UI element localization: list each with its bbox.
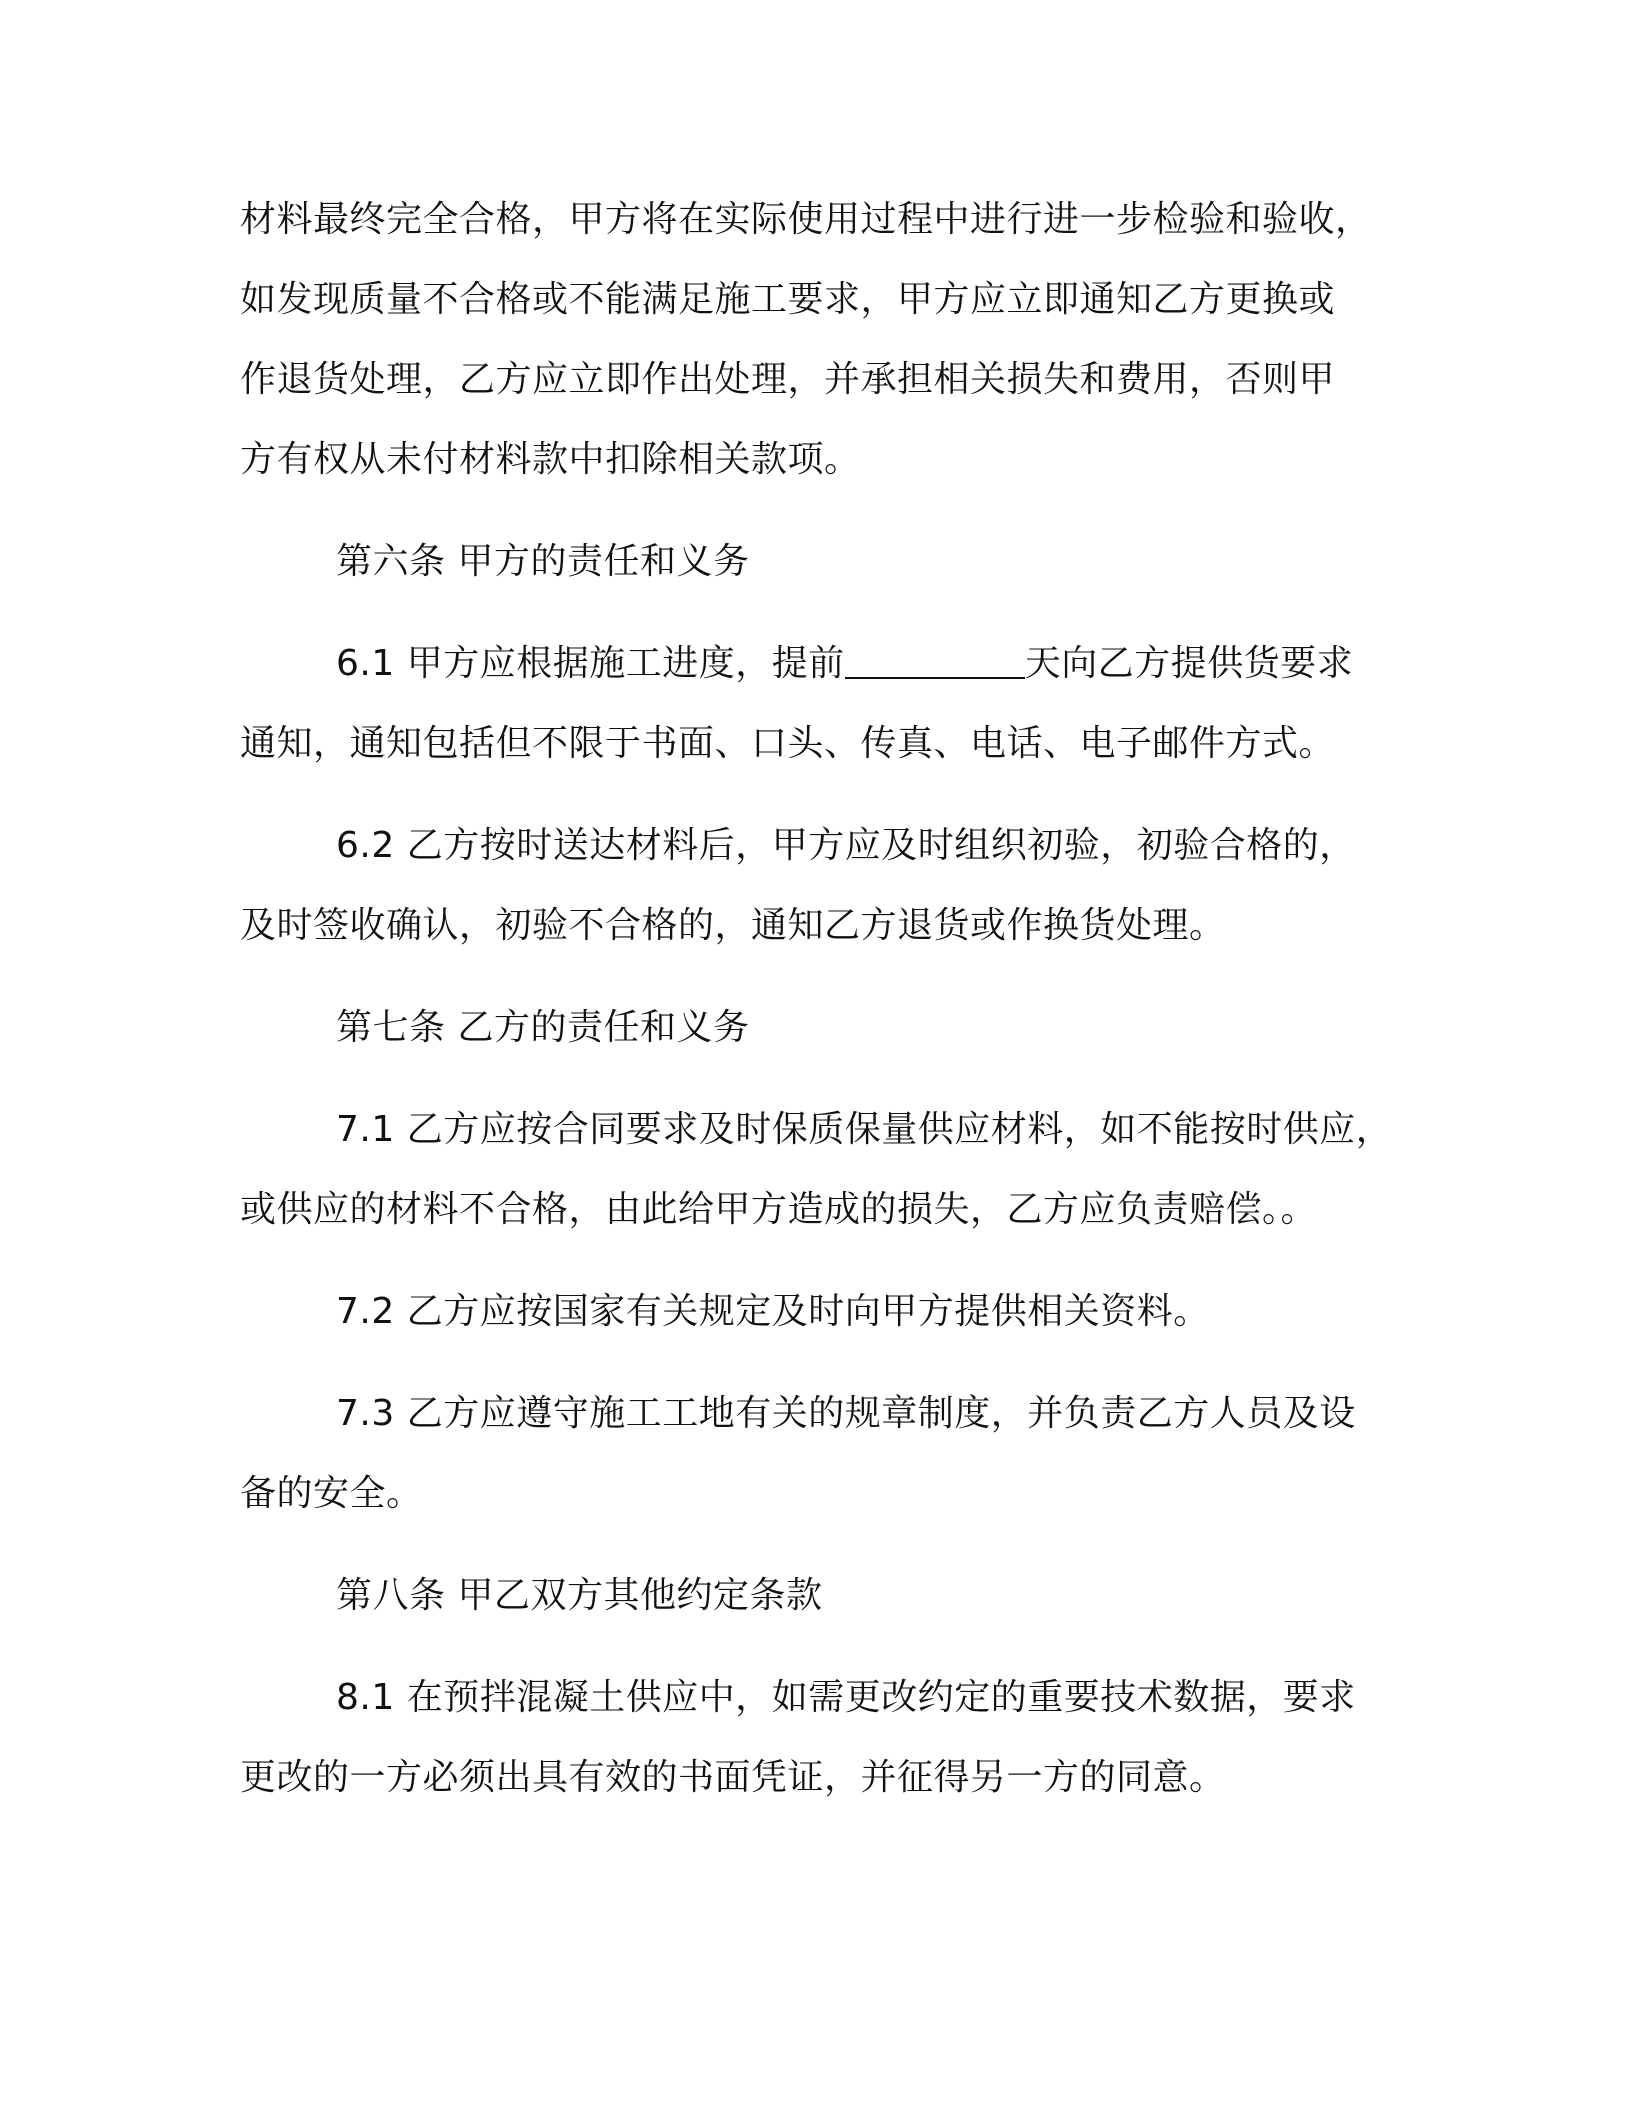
clause-8-1 (240, 1658, 1400, 1818)
article-7-title (240, 988, 1400, 1068)
text-line: 通知，通知包括但不限于书面、口头、传真、电话、电子邮件方式。 (240, 723, 1336, 764)
text-line: 7.3 乙方应遵守施工工地有关的规章制度，并负责乙方人员及设 (336, 1393, 1356, 1434)
text-line: 备的安全。 (240, 1473, 423, 1514)
text-line: 或供应的材料不合格，由此给甲方造成的损失，乙方应负责赔偿。。 (240, 1189, 1318, 1230)
document-body (240, 180, 1400, 1840)
text-line: 如发现质量不合格或不能满足施工要求，甲方应立即通知乙方更换或 (240, 279, 1336, 320)
fill-in-blank (845, 643, 1025, 679)
text-line: 及时签收确认，初验不合格的，通知乙方退货或作换货处理。 (240, 905, 1226, 946)
text-line: 作退货处理，乙方应立即作出处理，并承担相关损失和费用，否则甲 (240, 359, 1336, 400)
text-line: 7.1 乙方应按合同要求及时保质保量供应材料，如不能按时供应， (336, 1109, 1393, 1150)
clause-6-1 (240, 624, 1400, 784)
paragraph-continuation (240, 180, 1400, 500)
text-line: 8.1 在预拌混凝土供应中，如需更改约定的重要技术数据，要求 (336, 1677, 1356, 1718)
text-line: 更改的一方必须出具有效的书面凭证，并征得另一方的同意。 (240, 1757, 1226, 1798)
article-6-title (240, 522, 1400, 602)
text-line: 材料最终完全合格，甲方将在实际使用过程中进行进一步检验和验收， (240, 199, 1372, 240)
text-line: 6.2 乙方按时送达材料后，甲方应及时组织初验，初验合格的， (336, 825, 1356, 866)
heading-text: 第六条 甲方的责任和义务 (336, 541, 750, 582)
heading-text: 第八条 甲乙双方其他约定条款 (336, 1575, 823, 1616)
clause-7-3 (240, 1374, 1400, 1534)
text-line: 方有权从未付材料款中扣除相关款项。 (240, 439, 861, 480)
clause-7-1 (240, 1090, 1400, 1250)
clause-6-2 (240, 806, 1400, 966)
clause-7-2 (240, 1272, 1400, 1352)
article-8-title (240, 1556, 1400, 1636)
clause-text: 天向乙方提供货要求 (1024, 643, 1354, 684)
heading-text: 第七条 乙方的责任和义务 (336, 1007, 750, 1048)
clause-text: 6.1 甲方应根据施工进度，提前 (336, 643, 845, 684)
text-line (240, 624, 1400, 704)
text-line: 7.2 乙方应按国家有关规定及时向甲方提供相关资料。 (336, 1291, 1210, 1332)
